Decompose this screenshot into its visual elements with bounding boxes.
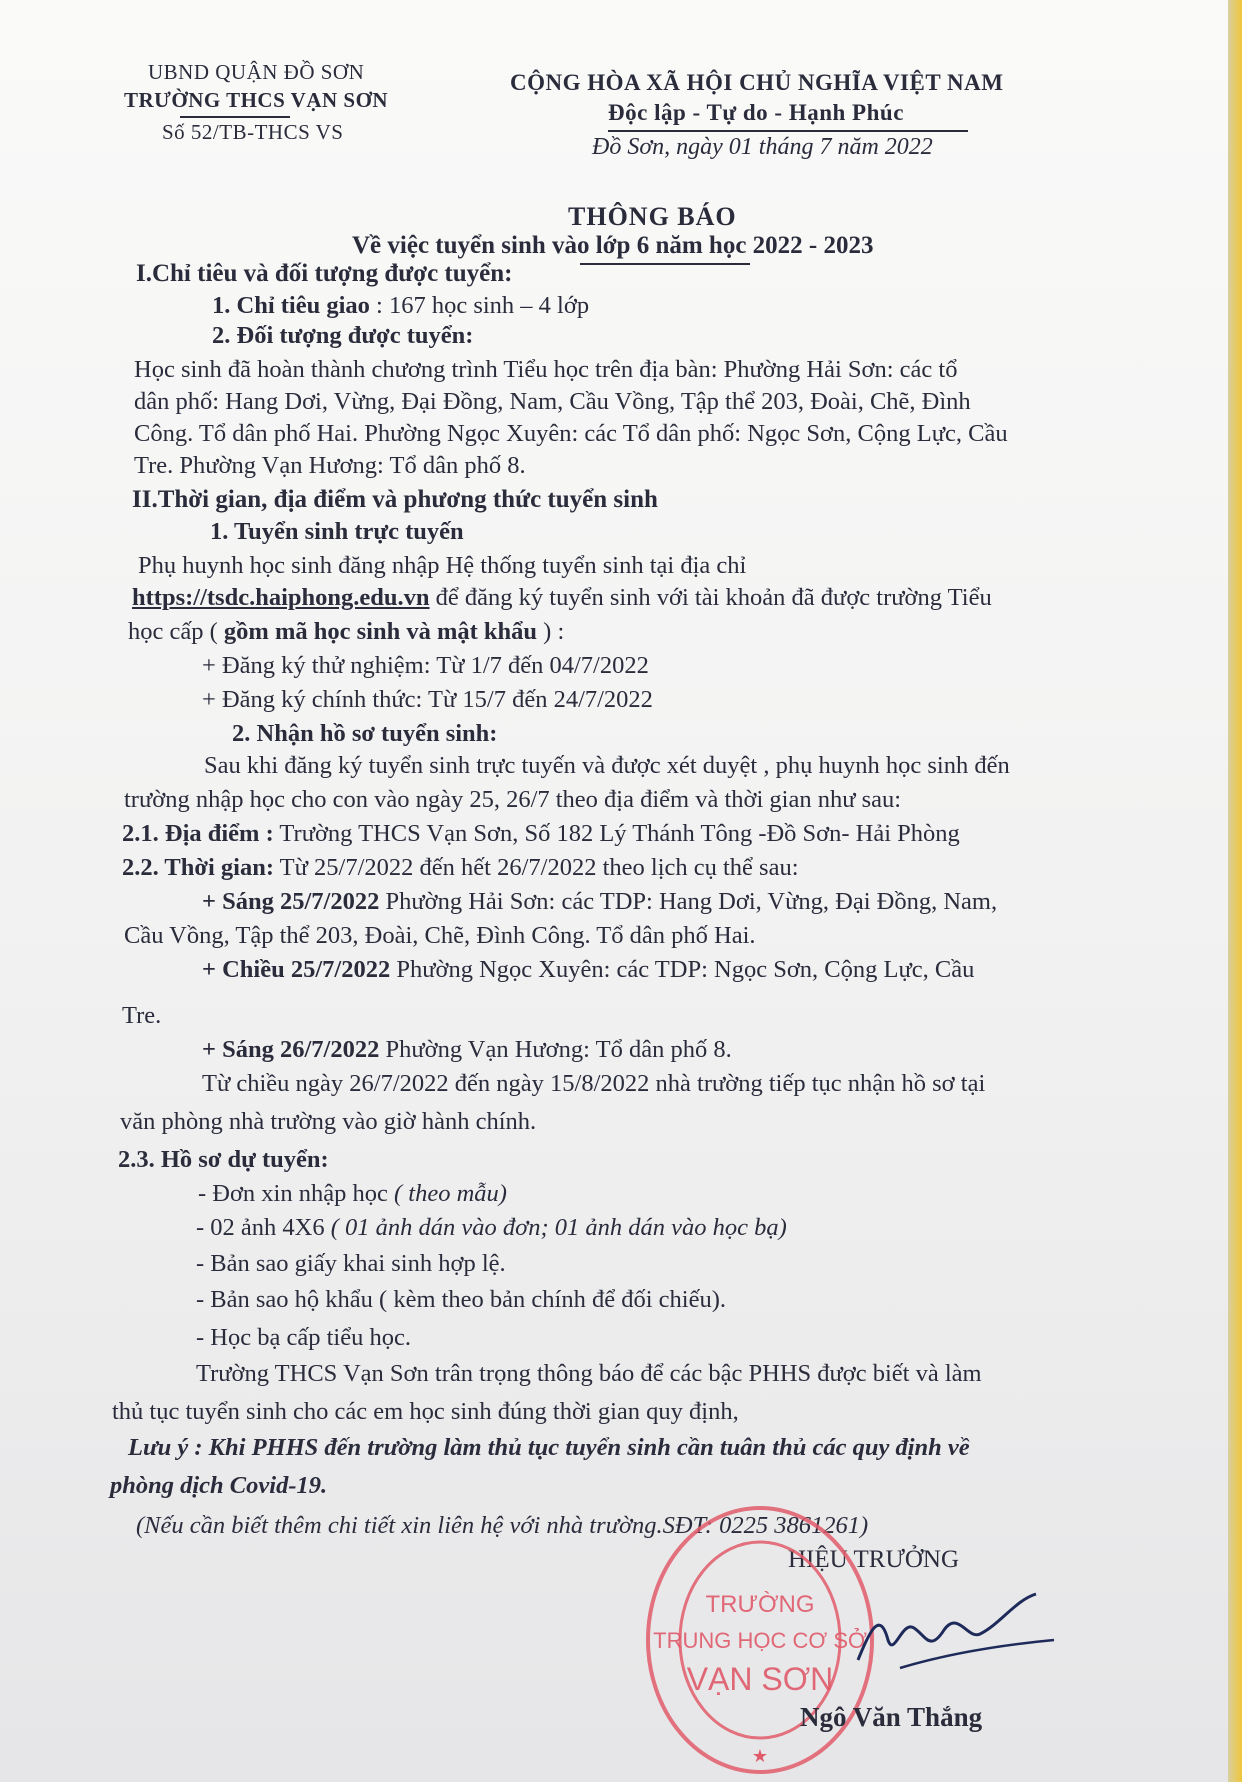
closing-line-1: Trường THCS Vạn Sơn trân trọng thông báo để các bậc PHHS được biết và làm (196, 1360, 982, 1387)
subtitle-underline (580, 263, 750, 265)
national-title: CỘNG HÒA XÃ HỘI CHỦ NGHĨA VIỆT NAM (510, 70, 1004, 95)
dossier-item-2-note: ( 01 ảnh dán vào đơn; 01 ảnh dán vào học bạ) (330, 1214, 787, 1241)
time-line (122, 854, 799, 882)
eligible-line-2: dân phố: Hang Dơi, Vừng, Đại Đồng, Nam, Cầu Vồng, Tập thể 203, Đoài, Chẽ, Đình (134, 388, 971, 415)
section-1-heading: I.Chỉ tiêu và đối tượng được tuyển: (136, 260, 513, 287)
online-heading: 1. Tuyển sinh trực tuyến (210, 518, 464, 545)
time-value: Từ 25/7/2022 đến hết 26/7/2022 theo lịch cụ thể sau: (274, 854, 799, 881)
eligible-heading: 2. Đối tượng được tuyển: (212, 322, 474, 349)
issuer-district: UBND QUẬN ĐỒ SƠN (148, 60, 365, 84)
receive-line-2: trường nhập học cho con vào ngày 25, 26/7 theo địa điểm và thời gian như sau: (124, 786, 902, 813)
schedule-2-cont: Tre. (122, 1002, 162, 1029)
online-line-2 (132, 584, 992, 612)
online-line-2-text: để đăng ký tuyển sinh với tài khoản đã được trường Tiểu (429, 584, 992, 611)
issuer-school: TRƯỜNG THCS VẠN SƠN (124, 88, 389, 112)
schedule-3-text: Phường Vạn Hương: Tổ dân phố 8. (379, 1036, 732, 1063)
trial-registration: + Đăng ký thử nghiệm: Từ 1/7 đến 04/7/2022 (202, 652, 649, 679)
dossier-item-2 (196, 1214, 787, 1242)
place-date: Đồ Sơn, ngày 01 tháng 7 năm 2022 (592, 134, 933, 160)
section-2-heading: II.Thời gian, địa điểm và phương thức tuyển sinh (132, 486, 658, 513)
dossier-item-5: - Học bạ cấp tiểu học. (196, 1324, 411, 1351)
dossier-item-1-note: ( theo mẫu) (394, 1180, 507, 1207)
schedule-1-cont: Cầu Vồng, Tập thể 203, Đoài, Chẽ, Đình Công. Tổ dân phố Hai. (124, 922, 756, 949)
schedule-3 (202, 1036, 732, 1064)
registration-url[interactable]: https://tsdc.haiphong.edu.vn (132, 584, 430, 611)
seal-line-2: TRUNG HỌC CƠ SỞ (653, 1628, 867, 1653)
motto-underline (608, 130, 968, 132)
documents-heading: 2. Nhận hồ sơ tuyển sinh: (232, 720, 498, 747)
national-motto: Độc lập - Tự do - Hạnh Phúc (608, 100, 904, 125)
official-registration: + Đăng ký chính thức: Từ 15/7 đến 24/7/2022 (202, 686, 653, 713)
covid-note-1: Lưu ý : Khi PHHS đến trường làm thủ tục tuyển sinh cần tuân thủ các quy định về (128, 1434, 970, 1461)
dossier-item-1 (198, 1180, 507, 1208)
contact-line: (Nếu cần biết thêm chi tiết xin liên hệ với nhà trường.SĐT: 0225 3861261) (136, 1512, 869, 1539)
location-line (122, 820, 960, 848)
quota-line (212, 292, 589, 320)
document-title: THÔNG BÁO (568, 202, 737, 231)
document-number: Số 52/TB-THCS VS (162, 120, 344, 144)
dossier-item-4: - Bản sao hộ khẩu ( kèm theo bản chính để đối chiếu). (196, 1286, 727, 1313)
quota-label: 1. Chỉ tiêu giao (212, 292, 370, 319)
schedule-1-slot: + Sáng 25/7/2022 (202, 888, 380, 915)
schedule-3-slot: + Sáng 26/7/2022 (202, 1036, 380, 1063)
eligible-line-3: Công. Tổ dân phố Hai. Phường Ngọc Xuyên: các Tổ dân phố: Ngọc Sơn, Cộng Lực, Cầu (134, 420, 1008, 447)
covid-note-2: phòng dịch Covid-19. (110, 1472, 328, 1499)
seal-line-3: VẠN SƠN (686, 1661, 834, 1697)
eligible-line-4: Tre. Phường Vạn Hương: Tổ dân phố 8. (134, 452, 526, 479)
online-line-3 (128, 618, 564, 646)
seal-line-1: TRƯỜNG (705, 1591, 815, 1618)
online-line-1: Phụ huynh học sinh đăng nhập Hệ thống tuyển sinh tại địa chỉ (138, 552, 747, 579)
dossier-item-1-text: - Đơn xin nhập học (198, 1180, 394, 1207)
dossier-item-2-text: - 02 ảnh 4X6 (196, 1214, 331, 1241)
yellow-background-edge (1228, 0, 1242, 1782)
schedule-1-text: Phường Hải Sơn: các TDP: Hang Dơi, Vừng, Đại Đồng, Nam, (379, 888, 998, 915)
signature-scribble (840, 1590, 1060, 1680)
dossier-heading: 2.3. Hồ sơ dự tuyển: (118, 1146, 329, 1173)
eligible-line-1: Học sinh đã hoàn thành chương trình Tiểu học trên địa bàn: Phường Hải Sơn: các tổ (134, 356, 958, 383)
principal-title: HIỆU TRƯỞNG (788, 1546, 960, 1573)
time-label: 2.2. Thời gian: (122, 854, 274, 881)
online-line-3-start: học cấp ( (128, 618, 224, 645)
receive-line-1: Sau khi đăng ký tuyển sinh trực tuyến và được xét duyệt , phụ huynh học sinh đến (204, 752, 1010, 779)
continue-line-2: văn phòng nhà trường vào giờ hành chính. (120, 1108, 537, 1135)
online-line-3-end: ) : (537, 618, 565, 645)
header-left-underline (180, 116, 290, 118)
seal-star-icon: ★ (751, 1746, 769, 1766)
dossier-item-3: - Bản sao giấy khai sinh hợp lệ. (196, 1250, 506, 1277)
principal-name: Ngô Văn Thắng (800, 1702, 983, 1732)
schedule-2 (202, 956, 974, 984)
location-label: 2.1. Địa điểm : (122, 820, 274, 847)
continue-line-1: Từ chiều ngày 26/7/2022 đến ngày 15/8/2022 nhà trường tiếp tục nhận hồ sơ tại (202, 1070, 986, 1097)
closing-line-2: thủ tục tuyển sinh cho các em học sinh đúng thời gian quy định, (112, 1398, 739, 1425)
quota-value: : 167 học sinh – 4 lớp (369, 292, 590, 319)
online-line-3-bold: gồm mã học sinh và mật khẩu (223, 618, 538, 645)
document-subtitle: Về việc tuyển sinh vào lớp 6 năm học 2022 - 2023 (352, 232, 874, 259)
schedule-2-slot: + Chiều 25/7/2022 (202, 956, 391, 983)
location-value: Trường THCS Vạn Sơn, Số 182 Lý Thánh Tông -Đồ Sơn- Hải Phòng (273, 820, 960, 847)
schedule-1 (202, 888, 997, 916)
schedule-2-text: Phường Ngọc Xuyên: các TDP: Ngọc Sơn, Cộng Lực, Cầu (390, 956, 975, 983)
